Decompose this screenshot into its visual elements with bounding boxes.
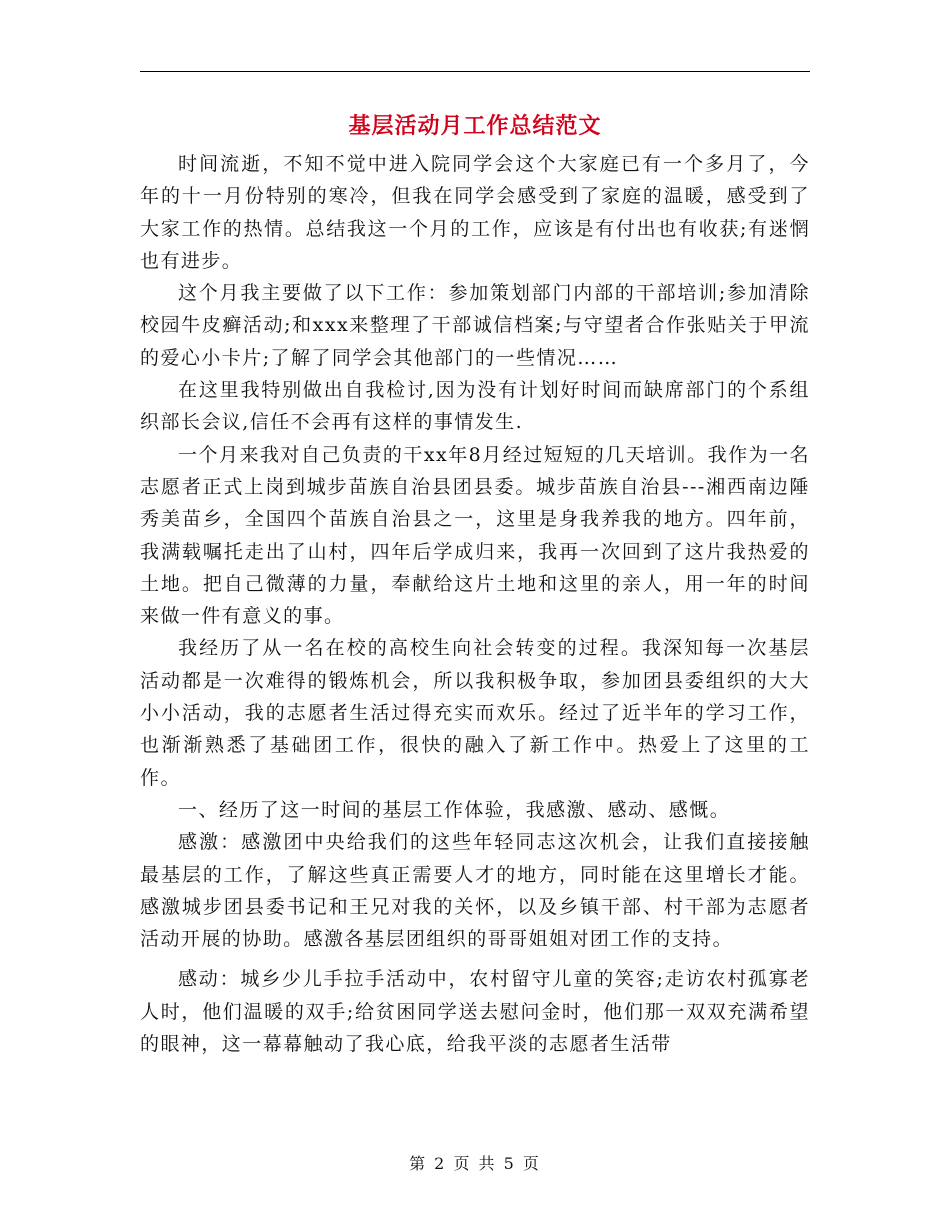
paragraph-intro: 时间流逝，不知不觉中进入院同学会这个大家庭已有一个多月了，今年的十一月份特别的寒冷，但我在同学会感受到了家庭的温暖，感受到了大家工作的热情。总结我这一个月的工作，应该是有付出也有收获;有迷惘也有进步。: [140, 153, 810, 272]
paragraph-gratitude: 感激：感激团中央给我们的这些年轻同志这次机会，让我们直接接触最基层的工作，了解这些真正需要人才的地方，同时能在这里增长才能。感激城步团县委书记和王兄对我的关怀，以及乡镇干部、村干部为志愿者活动开展的协助。感激各基层团组织的哥哥姐姐对团工作的支持。: [140, 831, 810, 951]
paragraph-volunteer-post: 一个月来我对自己负责的干xx年8月经过短短的几天培训。我作为一名志愿者正式上岗到城步苗族自治县团县委。城步苗族自治县---湘西南边陲秀美苗乡，全国四个苗族自治县之一，这里是身我养我的地方。四年前，我满载嘱托走出了山村，四年后学成归来，我再一次回到了这片我热爱的土地。把自己微薄的力量，奉献给这片土地和这里的亲人，用一年的时间来做一件有意义的事。: [140, 443, 810, 628]
paragraph-work-items: 这个月我主要做了以下工作：参加策划部门内部的干部培训;参加清除校园牛皮癣活动;和xxx来整理了干部诚信档案;与守望者合作张贴关于甲流的爱心小卡片;了解了同学会其他部门的一些情况……: [140, 282, 810, 369]
paragraph-section-one: 一、经历了这一时间的基层工作体验，我感激、感动、感慨。: [178, 798, 731, 821]
document-body: [140, 148, 810, 1060]
document-title: 基层活动月工作总结范文: [348, 113, 602, 139]
page-number: 第 2 页 共 5 页: [409, 1154, 541, 1173]
paragraph-transition: 我经历了从一名在校的高校生向社会转变的过程。我深知每一次基层活动都是一次难得的锻炼机会，所以我积极争取，参加团县委组织的大大小小活动，我的志愿者生活过得充实而欢乐。经过了近半年的学习工作，也渐渐熟悉了基础团工作，很快的融入了新工作中。热爱上了这里的工作。: [140, 637, 810, 789]
paragraph-self-review: 在这里我特别做出自我检讨,因为没有计划好时间而缺席部门的个系组织部长会议,信任不会再有这样的事情发生.: [140, 379, 810, 434]
header-rule: [140, 71, 810, 72]
paragraph-moved: 感动：城乡少儿手拉手活动中，农村留守儿童的笑容;走访农村孤寡老人时，他们温暖的双手;给贫困同学送去慰问金时，他们那一双双充满希望的眼神，这一幕幕触动了我心底，给我平淡的志愿者生活带: [140, 968, 810, 1056]
